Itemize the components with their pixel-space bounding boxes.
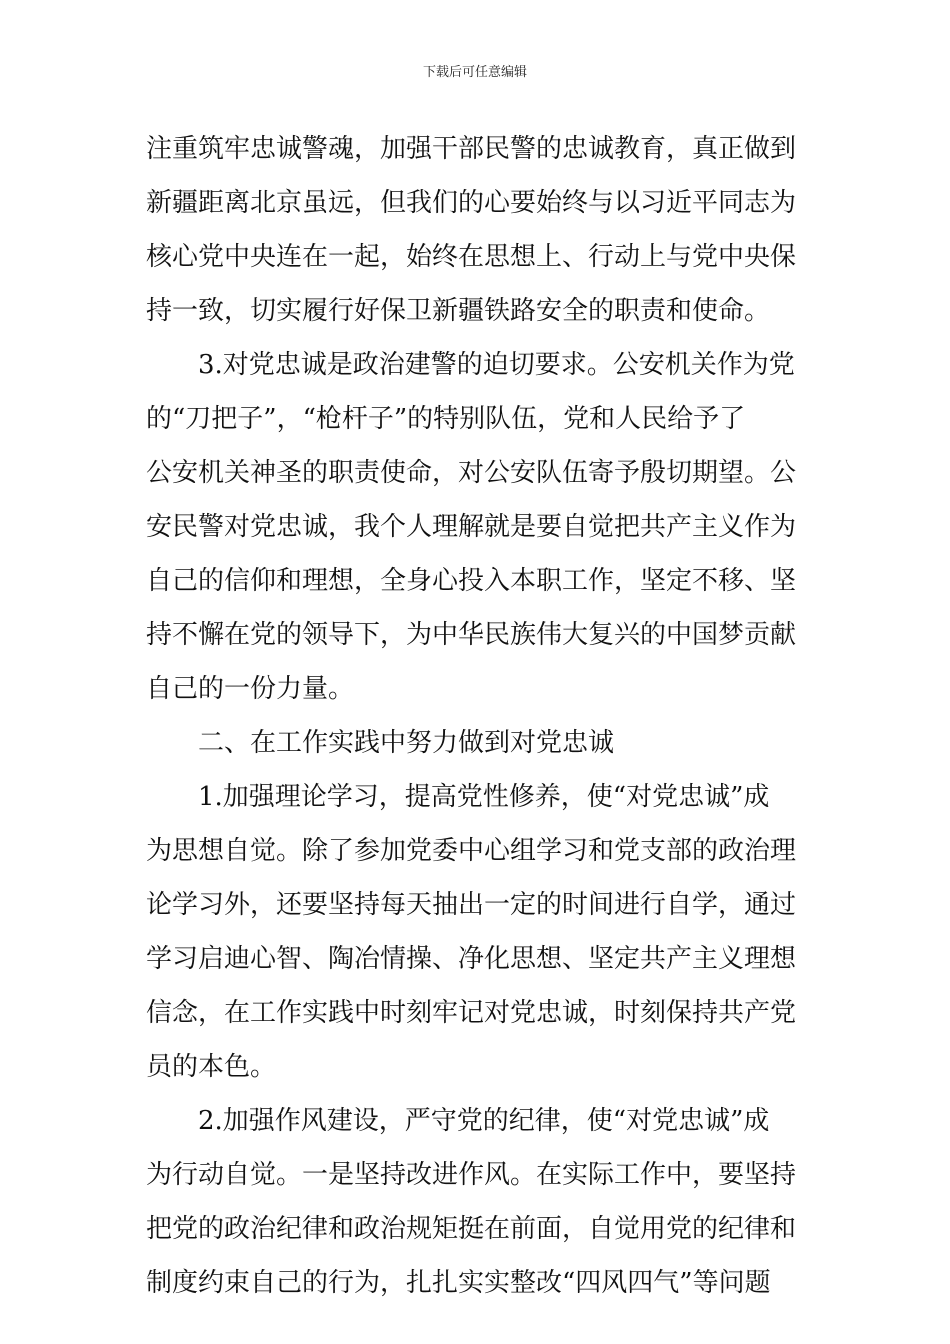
text-line: 2.加强作风建设，严守党的纪律，使“对党忠诚”成: [198, 1106, 770, 1136]
text-line: 学习启迪心智、陶冶情操、净化思想、坚定共产主义理想: [146, 944, 797, 974]
text-line: 安民警对党忠诚，我个人理解就是要自觉把共产主义作为: [146, 512, 797, 542]
section-heading: 二、在工作实践中努力做到对党忠诚: [198, 728, 615, 758]
text-line: 3.对党忠诚是政治建警的迫切要求。公安机关作为党: [198, 350, 795, 380]
text-line: 论学习外，还要坚持每天抽出一定的时间进行自学，通过: [146, 890, 797, 920]
page-header: 下载后可任意编辑: [422, 65, 527, 80]
text-line: 持不懈在党的领导下，为中华民族伟大复兴的中国梦贡献: [146, 620, 797, 650]
text-line: 制度约束自己的行为，扎扎实实整改“四风四气”等问题: [146, 1268, 771, 1298]
text-line: 1.加强理论学习，提高党性修养，使“对党忠诚”成: [198, 782, 770, 812]
text-line: 新疆距离北京虽远，但我们的心要始终与以习近平同志为: [146, 188, 797, 218]
text-line: 员的本色。: [146, 1052, 277, 1082]
text-line: 为行动自觉。一是坚持改进作风。在实际工作中，要坚持: [146, 1160, 797, 1190]
text-line: 注重筑牢忠诚警魂，加强干部民警的忠诚教育，真正做到: [146, 134, 797, 164]
text-line: 自己的信仰和理想，全身心投入本职工作，坚定不移、坚: [146, 566, 797, 596]
text-line: 的“刀把子”，“枪杆子”的特别队伍，党和人民给予了: [146, 404, 746, 434]
text-line: 把党的政治纪律和政治规矩挺在前面，自觉用党的纪律和: [146, 1214, 797, 1244]
text-line: 持一致，切实履行好保卫新疆铁路安全的职责和使命。: [146, 296, 771, 326]
text-line: 信念，在工作实践中时刻牢记对党忠诚，时刻保持共产党: [146, 998, 797, 1028]
text-line: 为思想自觉。除了参加党委中心组学习和党支部的政治理: [146, 836, 797, 866]
text-line: 核心党中央连在一起，始终在思想上、行动上与党中央保: [146, 242, 797, 272]
text-line: 公安机关神圣的职责使命，对公安队伍寄予殷切期望。公: [146, 458, 797, 488]
text-line: 自己的一份力量。: [146, 674, 355, 704]
